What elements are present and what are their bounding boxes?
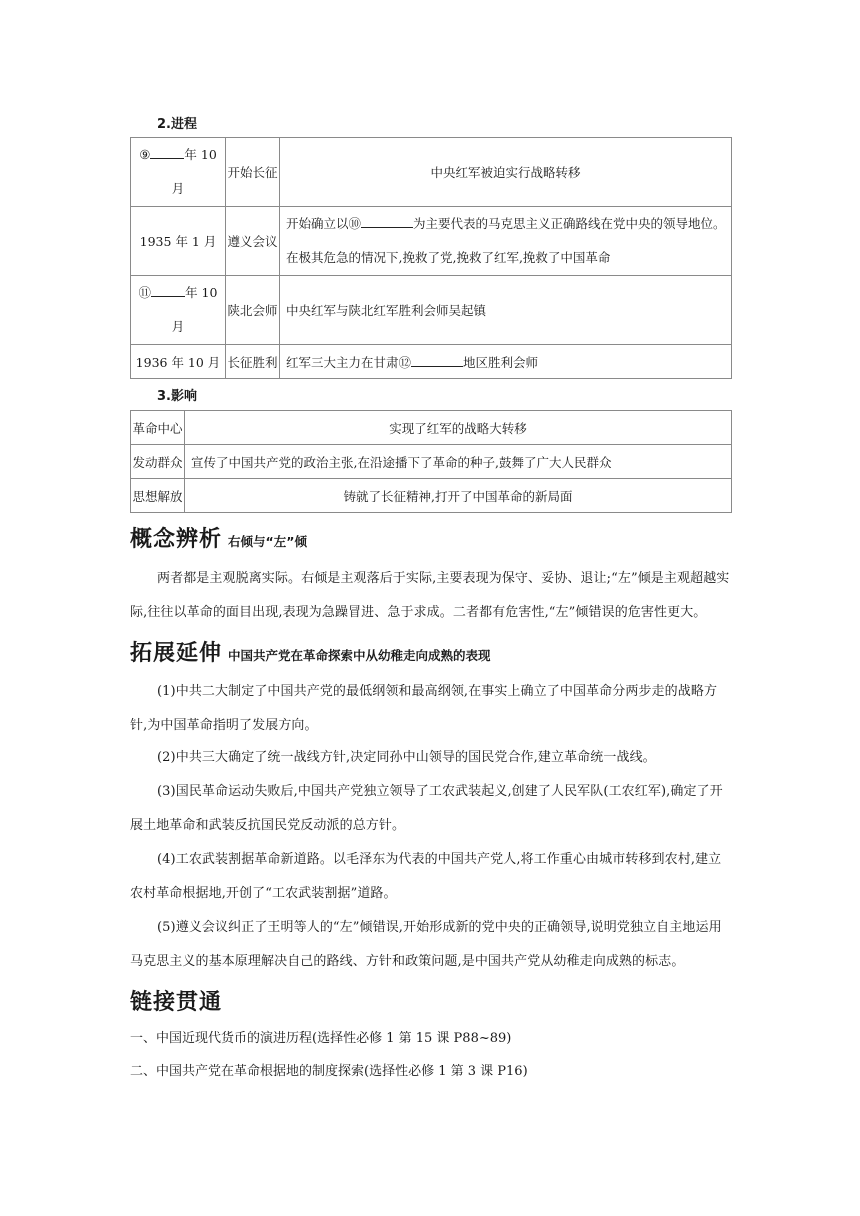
- impact-table: [130, 410, 732, 513]
- impact-label: 思想解放: [131, 479, 185, 513]
- detail-cell: 开始确立以⑩ 为主要代表的马克思主义正确路线在党中央的领导地位。在极其危急的情况下,挽救了党,挽救了红军,挽救了中国革命: [280, 207, 732, 276]
- answer-blank: [411, 354, 463, 367]
- table-row: [131, 345, 732, 379]
- answer-blank: [361, 215, 413, 228]
- impact-text: 宣传了中国共产党的政治主张,在沿途播下了革命的种子,鼓舞了广大人民群众: [185, 445, 732, 479]
- impact-label: 革命中心: [131, 411, 185, 445]
- date-cell: 1935 年 1 月: [131, 207, 226, 276]
- process-table: [130, 137, 732, 379]
- extension-subtitle: 中国共产党在革命探索中从幼稚走向成熟的表现: [228, 648, 491, 663]
- table-row: [131, 138, 732, 207]
- answer-blank: [150, 146, 184, 159]
- extension-item: (5)遵义会议纠正了王明等人的“左”倾错误,开始形成新的党中央的正确领导,说明党独立自主地运用马克思主义的基本原理解决自己的路线、方针和政策问题,是中国共产党从幼稚走向成熟的标志。: [130, 920, 722, 969]
- event-cell: 陕北会师: [226, 276, 280, 345]
- concept-subtitle: 右倾与“左”倾: [228, 534, 307, 549]
- link-item: 一、中国近现代货币的演进历程(选择性必修 1 第 15 课 P88~89): [130, 1031, 512, 1046]
- process-heading: 2.进程: [157, 117, 197, 132]
- impact-text: 实现了红军的战略大转移: [185, 411, 732, 445]
- date-cell: ⑪ 年 10 月: [131, 276, 226, 345]
- date-cell: 1936 年 10 月: [131, 345, 226, 379]
- extension-item: (1)中共二大制定了中国共产党的最低纲领和最高纲领,在事实上确立了中国革命分两步走的战略方针,为中国革命指明了发展方向。: [130, 684, 718, 733]
- extension-item: (3)国民革命运动失败后,中国共产党独立领导了工农武装起义,创建了人民军队(工农红军),确定了开展土地革命和武装反抗国民党反动派的总方针。: [130, 784, 723, 833]
- event-cell: 开始长征: [226, 138, 280, 207]
- link-item: 二、中国共产党在革命根据地的制度探索(选择性必修 1 第 3 课 P16): [130, 1064, 528, 1079]
- detail-cell: 中央红军与陕北红军胜利会师吴起镇: [280, 276, 732, 345]
- date-cell: ⑨ 年 10 月: [131, 138, 226, 207]
- extension-section-title: 拓展延伸 中国共产党在革命探索中从幼稚走向成熟的表现: [130, 641, 491, 666]
- concept-paragraph: 两者都是主观脱离实际。右倾是主观落后于实际,主要表现为保守、妥协、退让;“左”倾是主观超越实际,往往以革命的面目出现,表现为急躁冒进、急于求成。二者都有危害性,“左”倾错误的危害性更大。: [130, 571, 730, 620]
- table-row: [131, 479, 732, 513]
- extension-item: (2)中共三大确定了统一战线方针,决定同孙中山领导的国民党合作,建立革命统一战线。: [157, 750, 656, 765]
- answer-blank: [151, 284, 185, 297]
- concept-section-title: 概念辨析 右倾与“左”倾: [130, 527, 307, 552]
- impact-text: 铸就了长征精神,打开了中国革命的新局面: [185, 479, 732, 513]
- impact-heading: 3.影响: [157, 389, 197, 404]
- table-row: [131, 207, 732, 276]
- event-cell: 长征胜利: [226, 345, 280, 379]
- extension-item: (4)工农武装割据革命新道路。以毛泽东为代表的中国共产党人,将工作重心由城市转移到农村,建立农村革命根据地,开创了“工农武装割据”道路。: [130, 852, 722, 901]
- table-row: [131, 445, 732, 479]
- links-section-title: 链接贯通: [130, 990, 223, 1015]
- table-row: [131, 411, 732, 445]
- event-cell: 遵义会议: [226, 207, 280, 276]
- impact-label: 发动群众: [131, 445, 185, 479]
- detail-cell: 中央红军被迫实行战略转移: [280, 138, 732, 207]
- table-row: [131, 276, 732, 345]
- detail-cell: 红军三大主力在甘肃⑫ 地区胜利会师: [280, 345, 732, 379]
